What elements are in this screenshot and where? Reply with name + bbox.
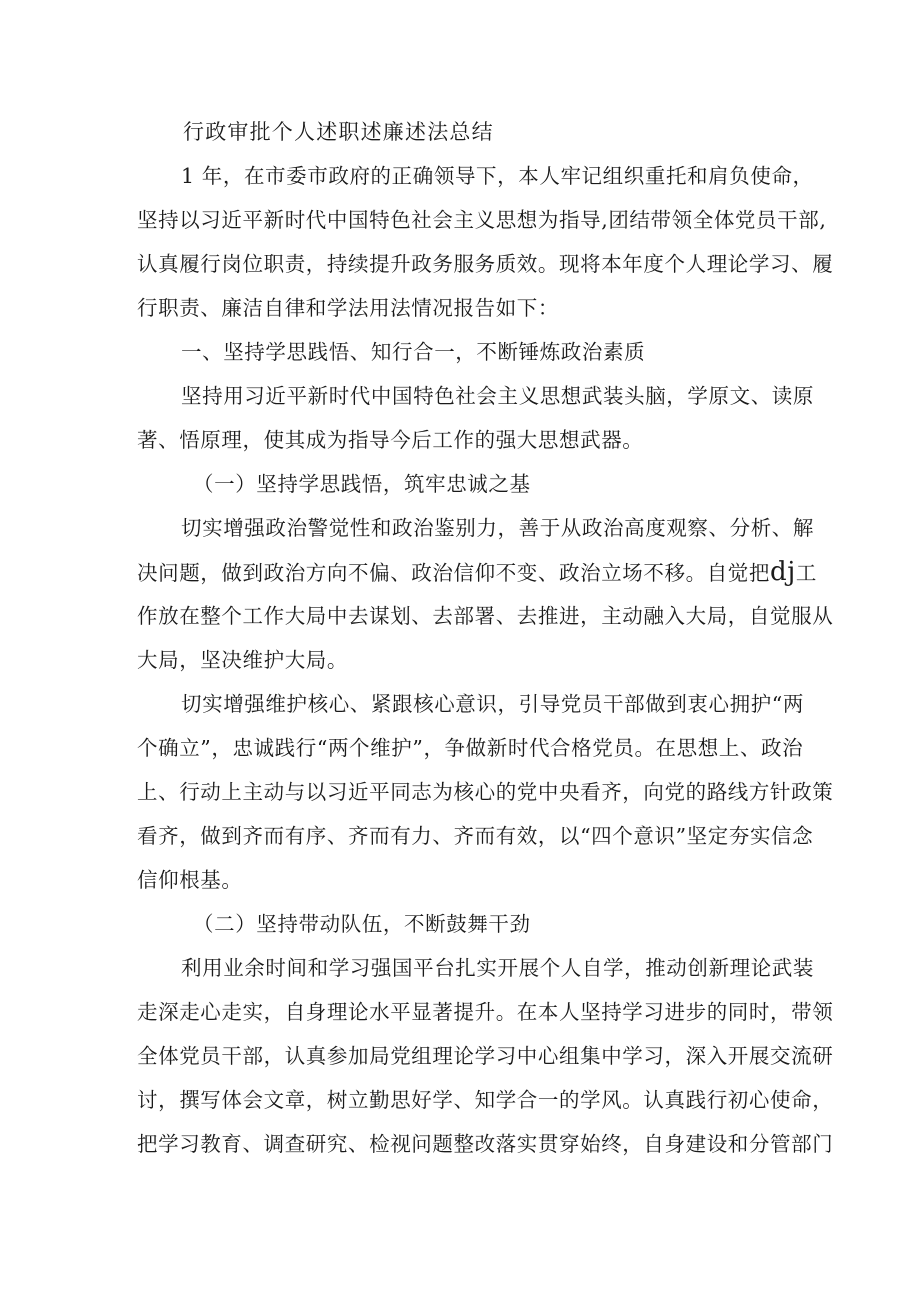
- sub1-para1-line-4: 大局，坚决维护大局。: [137, 648, 348, 672]
- subsection-heading-2: （二）坚持带动队伍，不断鼓舞干劲: [193, 912, 531, 936]
- sub2-line-5: 把学习教育、调查研究、检视问题整改落实贯穿始终，自身建设和分管部门: [137, 1132, 834, 1156]
- intro-line-2: 坚持以习近平新时代中国特色社会主义思想为指导,团结带领全体党员干部,: [137, 208, 827, 232]
- sub2-line-2: 走深走心走实，自身理论水平显著提升。在本人坚持学习进步的同时，带领: [137, 1000, 834, 1024]
- sub1-para2-line-2: 个确立”，忠诚践行“两个维护”，争做新时代合格党员。在思想上、政治: [137, 736, 804, 760]
- intro-line-4: 行职责、廉洁自律和学法用法情况报告如下：: [137, 296, 559, 320]
- intro-line-3: 认真履行岗位职责，持续提升政务服务质效。现将本年度个人理论学习、履: [137, 252, 834, 276]
- intro-line-1: 1 年，在市委市政府的正确领导下，本人牢记组织重托和肩负使命，: [181, 164, 814, 188]
- sub2-line-1: 利用业余时间和学习强国平台扎实开展个人自学，推动创新理论武装: [181, 956, 814, 980]
- sub1-para2-line-5: 信仰根基。: [137, 868, 243, 892]
- sub1-para1-line-2-end: 工: [795, 561, 818, 585]
- sub1-para1-line-1: 切实增强政治警觉性和政治鉴别力，善于从政治高度观察、分析、解: [181, 516, 814, 540]
- sub1-para1-line-2-text: 决问题，做到政治方向不偏、政治信仰不变、政治立场不移。自觉把: [137, 561, 770, 585]
- document-title: 行政审批个人述职述廉述法总结: [183, 120, 494, 144]
- sub2-line-4: 讨，撰写体会文章，树立勤思好学、知学合一的学风。认真践行初心使命，: [137, 1088, 834, 1112]
- sub1-para2-line-3: 上、行动上主动与以习近平同志为核心的党中央看齐，向党的路线方针政策: [137, 780, 834, 804]
- sub1-para1-line-2: [137, 558, 817, 587]
- sub1-para2-line-1: 切实增强维护核心、紧跟核心意识，引导党员干部做到衷心拥护“两: [181, 692, 804, 716]
- section1-line-1: 坚持用习近平新时代中国特色社会主义思想武装头脑，学原文、读原: [181, 384, 814, 408]
- sub1-para1-dj: dj: [770, 557, 796, 587]
- section-heading-1: 一、坚持学思践悟、知行合一，不断锤炼政治素质: [181, 340, 646, 364]
- sub1-para2-line-4: 看齐，做到齐而有序、齐而有力、齐而有效，以“四个意识”坚定夯实信念: [137, 824, 814, 848]
- subsection-heading-1: （一）坚持学思践悟，筑牢忠诚之基: [193, 472, 531, 496]
- sub2-line-3: 全体党员干部，认真参加局党组理论学习中心组集中学习，深入开展交流研: [137, 1044, 834, 1068]
- sub1-para1-line-3: 作放在整个工作大局中去谋划、去部署、去推进，主动融入大局，自觉服从: [137, 604, 834, 628]
- section1-line-2: 著、悟原理，使其成为指导今后工作的强大思想武器。: [137, 428, 644, 452]
